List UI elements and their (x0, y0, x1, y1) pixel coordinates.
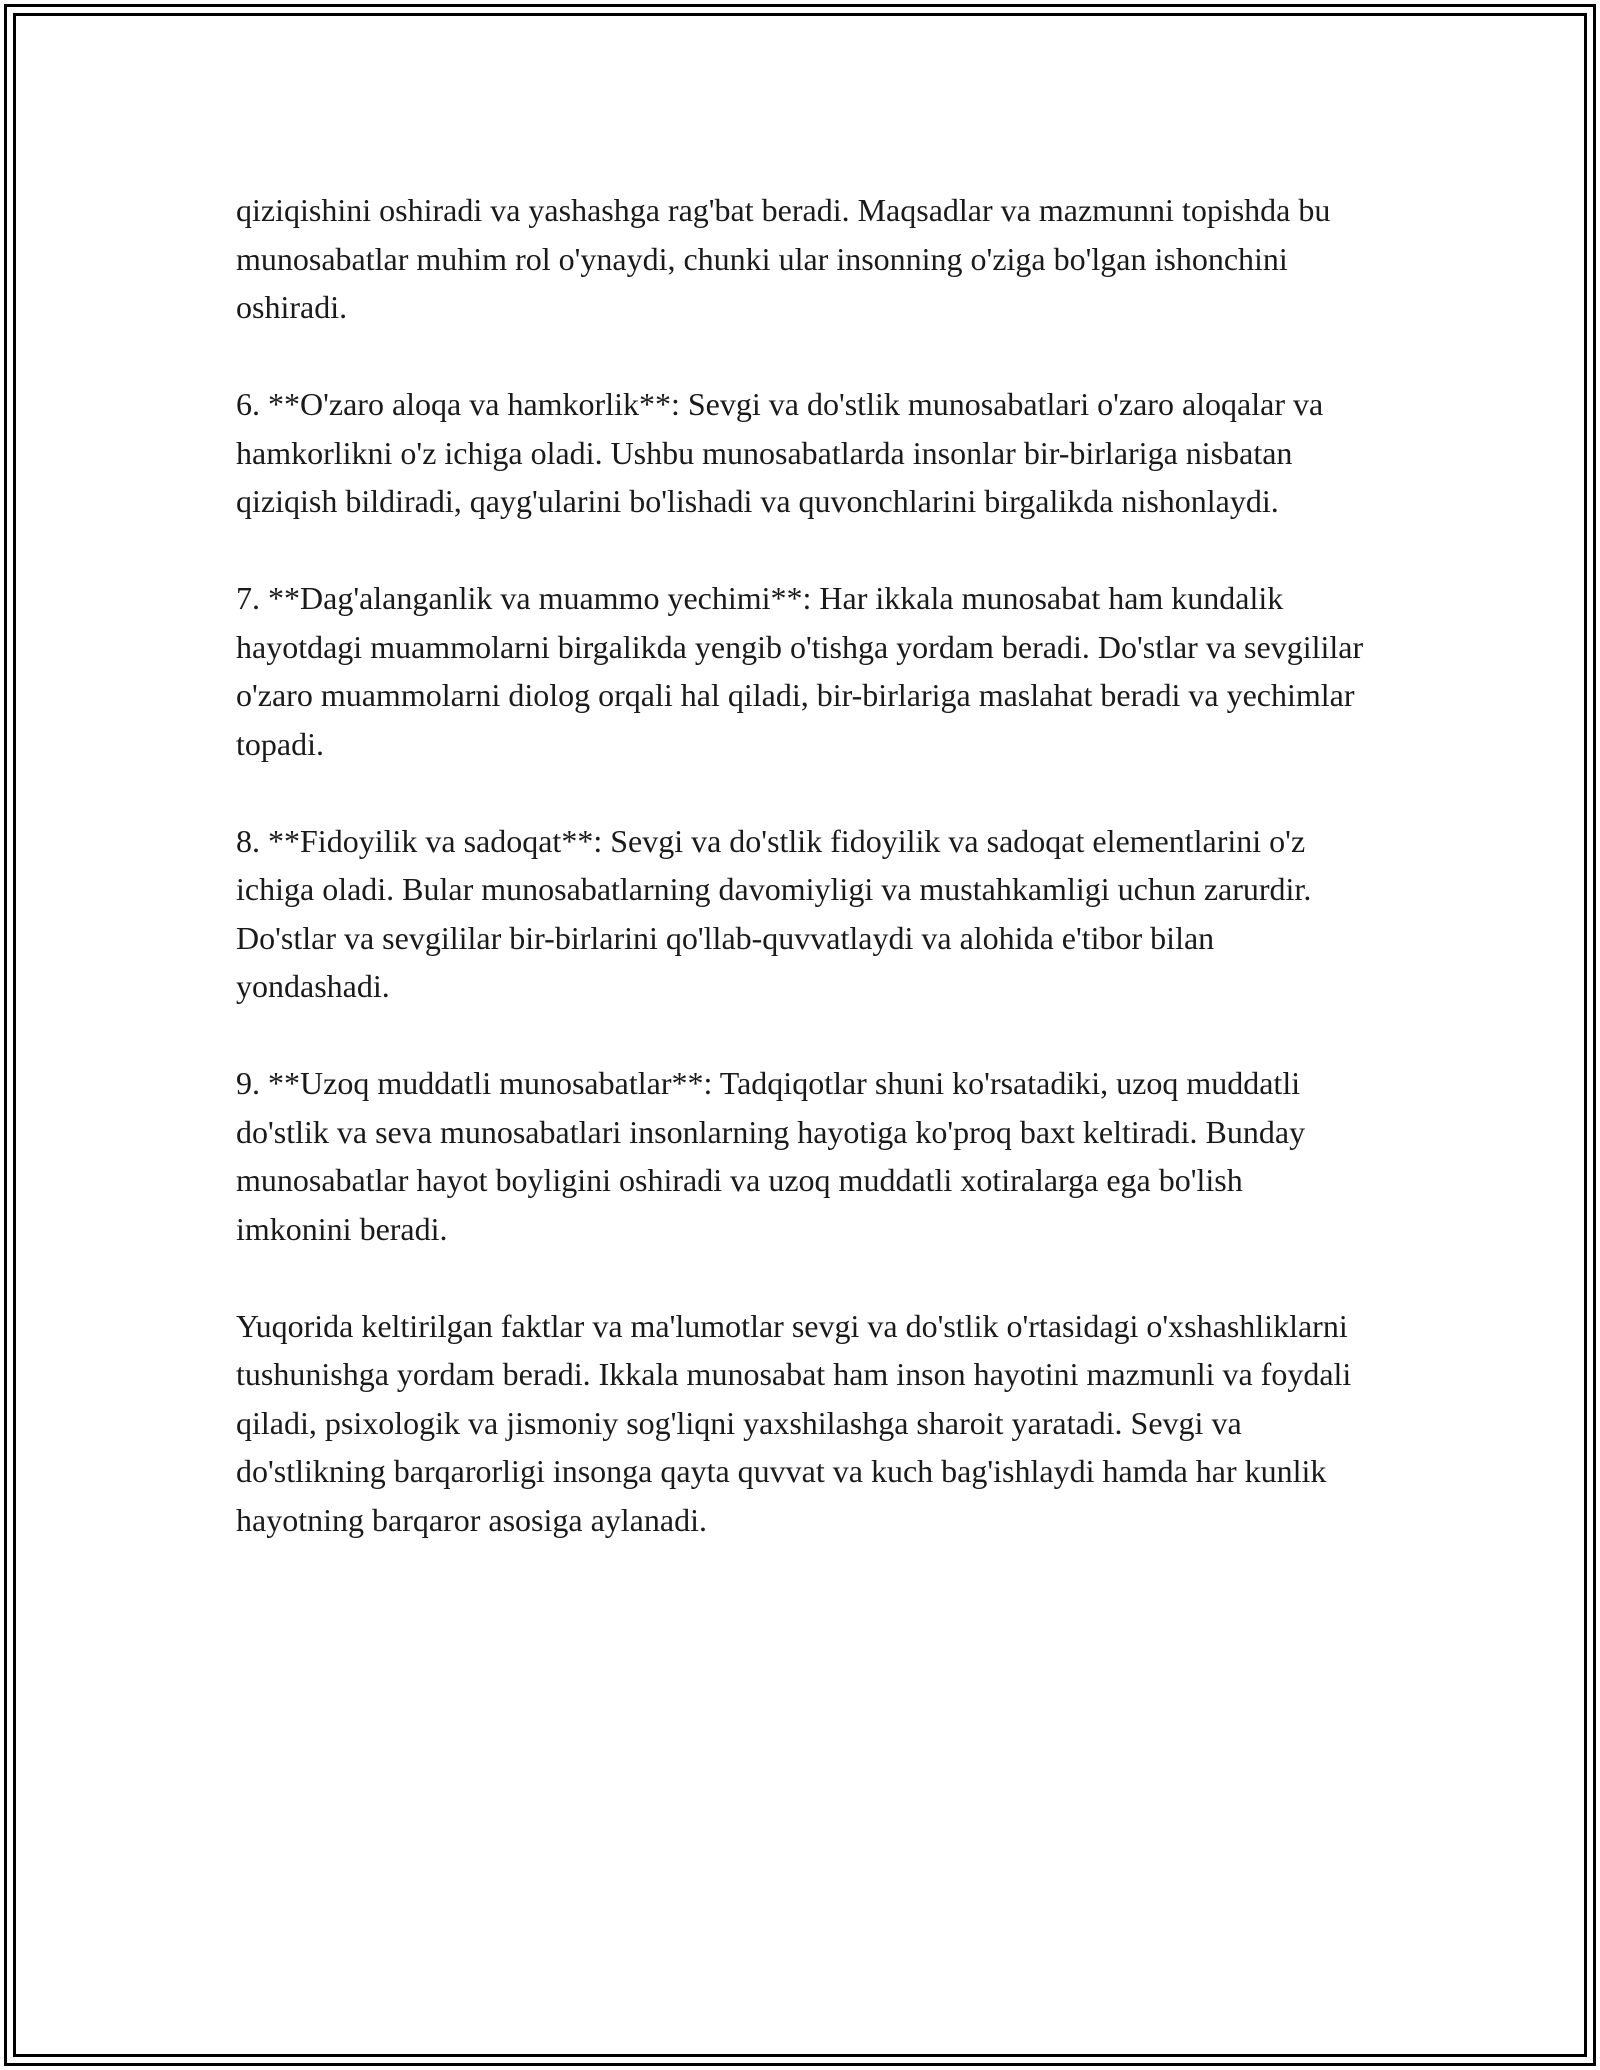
document-body (236, 186, 1366, 1544)
paragraph-conclusion: Yuqorida keltirilgan faktlar va ma'lumotlar sevgi va do'stlik o'rtasidagi o'xshashliklarni tushunishga yordam beradi. Ikkala munosabat ham inson hayotini mazmunli va foydali qiladi, psixologik va jismoniy sog'liqni yaxshilashga sharoit yaratadi. Sevgi va do'stlikning barqarorligi insonga qayta quvvat va kuch bag'ishlaydi hamda har kunlik hayotning barqaror asosiga aylanadi. (236, 1307, 1352, 1538)
paragraph-intro-continuation: qiziqishini oshiradi va yashashga rag'bat beradi. Maqsadlar va mazmunni topishda bu munosabatlar muhim rol o'ynaydi, chunki ular insonning o'ziga bo'lgan ishonchini oshiradi. (236, 192, 1331, 325)
paragraph-item-8: 8. **Fidoyilik va sadoqat**: Sevgi va do'stlik fidoyilik va sadoqat elementlarini o'z ichiga oladi. Bular munosabatlarning davomiyligi va mustahkamligi uchun zarurdir. Do'stlar va sevgililar bir-birlarini qo'llab-quvvatlaydi va alohida e'tibor bilan yondashadi. (236, 822, 1312, 1004)
paragraph-item-7: 7. **Dag'alanganlik va muammo yechimi**: Har ikkala munosabat ham kundalik hayotdagi muammolarni birgalikda yengib o'tishga yordam beradi. Do'stlar va sevgililar o'zaro muammolarni diolog orqali hal qiladi, bir-birlariga maslahat beradi va yechimlar topadi. (236, 580, 1364, 762)
paragraph-item-9: 9. **Uzoq muddatli munosabatlar**: Tadqiqotlar shuni ko'rsatadiki, uzoq muddatli do'stlik va seva munosabatlari insonlarning hayotiga ko'proq baxt keltiradi. Bunday munosabatlar hayot boyligini oshiradi va uzoq muddatli xotiralarga ega bo'lish imkonini beradi. (236, 1065, 1306, 1247)
paragraph-item-6: 6. **O'zaro aloqa va hamkorlik**: Sevgi va do'stlik munosabatlari o'zaro aloqalar va hamkorlikni o'z ichiga oladi. Ushbu munosabatlarda insonlar bir-birlariga nisbatan qiziqish bildiradi, qayg'ularini bo'lishadi va quvonchlarini birgalikda nishonlaydi. (236, 386, 1324, 519)
